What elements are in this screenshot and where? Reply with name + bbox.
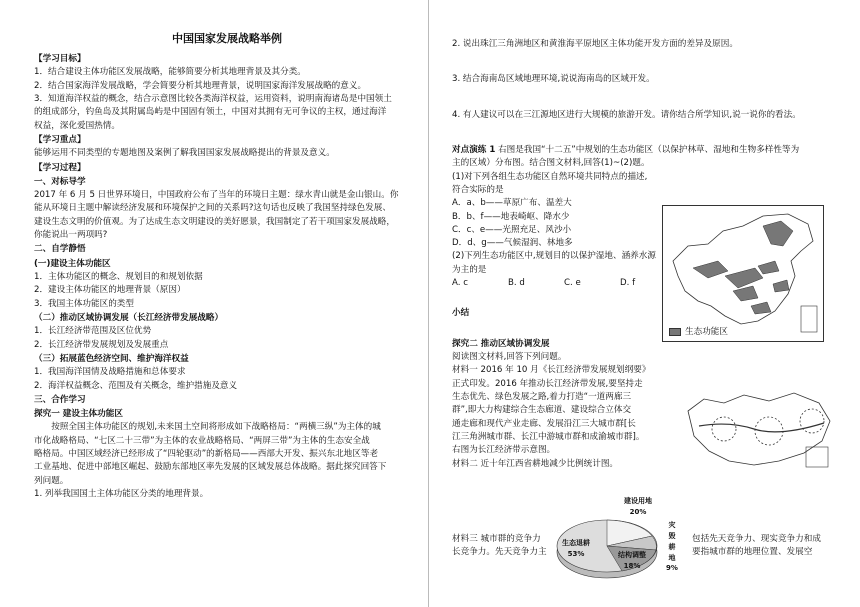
material-1-line: 江三角洲城市群、长江中游城市群和成渝城市群]。 [452,431,645,442]
material-1-line: 群”,即大力构建综合生态廊道、建设综合立体交 [452,405,632,416]
goal-line: 权益，深化爱国热情。 [34,120,120,131]
pie-label-structure: 结构调整 18% [618,551,646,570]
left-column [34,0,420,501]
yangtze-belt-map [684,381,834,473]
section-3-heading: 三、合作学习 [34,394,86,405]
question-2: 2. 说出珠江三角洲地区和黄淮海平原地区主体功能开发方面的差异及原因。 [452,39,738,49]
section-1-heading: 一、对标导学 [34,176,86,187]
right-column [452,38,832,573]
section-2a-item: 3．我国主体功能区的类型 [34,298,134,309]
eco-function-map [662,205,824,342]
inquiry-1-line: 略格局。中国区域经济已经形成了“四轮驱动”的新格局——西部大开发、振兴东北地区等老 [34,449,379,460]
drill-option: A．a、b——草原广布、温差大 [452,198,572,209]
map-legend: 生态功能区 [669,326,728,339]
goals-heading: 【学习目标】 [34,54,86,65]
drill-intro-2: 主的区域）分布图。结合图文材料,回答(1)~(2)题。 [452,158,650,169]
inquiry-1-line: 列问题。 [34,475,69,486]
pie-label-disaster: 灾毁耕地 9% [666,521,678,573]
column-divider [428,0,429,607]
pie-label-construction: 建设用地 20% [624,497,652,516]
drill-option: B．b、f——地表崎岖、降水少 [452,211,570,222]
goal-line: 1．结合建设主体功能区发展战略，能够简要分析其地理背景及其分类。 [34,67,306,78]
drill-heading: 对点演练 1 [452,144,496,155]
material-1-line: 通走廊和现代产业走廊、发展沿江三大城市群[长 [452,418,636,429]
question-3: 3. 结合海南岛区域地理环境,说说海南岛的区域开发。 [452,74,655,85]
yangtze-map-icon [684,381,834,473]
inquiry-1-line: 工业基地、促进中部地区崛起、鼓励东部地区率先发展的区域发展总体战略。据此探究回答下 [34,462,387,473]
drill-option: C．c、e——光照充足、风沙小 [452,224,572,235]
section-2b-item: 1．长江经济带范围及区位优势 [34,326,152,337]
section-2b-heading: （二）推动区域协调发展（长江经济带发展战略） [34,312,224,323]
section-1-line: 2017 年 6 月 5 日世界环境日，中国政府公布了当年的环境日主题：绿水青山就是金山银山。你 [34,190,399,201]
pie-label-ecology: 生态退耕 53% [562,539,590,558]
section-2c-heading: （三）拓展蓝色经济空间、维护海洋权益 [34,353,189,364]
material-2: 材料二 近十年江西省耕地减少比例统计图。 [452,458,619,469]
section-1-line: 你能说出一两项吗? [34,230,108,241]
goal-line: 3．知道海洋权益的概念，结合示意图比较各类海洋权益，运用资料，说明南海诸岛是中国领土 [34,93,392,104]
section-2-heading: 二、自学静悟 [34,244,86,255]
key-text: 能够运用不同类型的专题地图及案例了解我国国家发展战略提出的背景及意义。 [34,148,335,159]
drill-q1: 符合实际的是 [452,184,504,195]
drill-q2-options: A. c B. d C. e D. f [452,278,636,289]
key-heading: 【学习重点】 [34,134,86,145]
material-1-line: 右图为长江经济带示意图。 [452,445,556,456]
section-1-line: 建设生态文明的价值观。为了达成生态文明建设的美好愿景，我国制定了若干项国家发展战略， [34,216,395,227]
inquiry-2-intro: 阅读图文材料,回答下列问题。 [452,352,567,362]
section-2a-heading: (一)建设主体功能区 [34,258,111,269]
summary-heading: 小结 [452,308,470,319]
section-1-line: 能从环境日主题中解读经济发展和环境保护之间的关系吗?这句话也反映了我国坚持绿色发展、 [34,203,391,214]
inquiry-1-line: 市化战略格局、“七区二十三带”为主体的农业战略格局、“两屏三带”为主体的生态安全战 [34,435,370,446]
section-2a-item: 2．建设主体功能区的地理背景（原因） [34,285,186,296]
drill-q1: (1)对下列各组生态功能区自然环境共同特点的描述, [452,171,648,182]
question-1: 1. 列举我国国土主体功能区分类的地理背景。 [34,489,209,500]
page-title: 中国国家发展战略举例 [172,32,282,45]
goal-line: 2．结合国家海洋发展战略，学会简要分析其地理背景，说明国家海洋发展战略的意义。 [34,80,367,91]
china-map-icon [663,206,823,341]
drill-option: D．d、g——气候湿润、林地多 [452,238,573,249]
material-3: 材料三 城市群的竞争力 包括先天竞争力、现实竞争力和成 长竞争力。先天竞争力主 要指城市群的地理位置、发展空 [452,534,821,558]
drill-q2: (2)下列生态功能区中,规划目的以保护湿地、涵养水源 [452,251,656,262]
process-heading: 【学习过程】 [34,162,86,173]
drill-q2: 为主的是 [452,264,487,275]
inquiry-1-heading: 探究一 建设主体功能区 [34,409,123,420]
inquiry-2-heading: 探究二 推动区域协调发展 [452,338,550,349]
material-1-line: 正式印发。2016 年推动长江经济带发展,要坚持走 [452,378,643,389]
section-2c-item: 2．海洋权益概念、范围及有关概念，维护措施及意义 [34,380,238,391]
material-1-line: 生态优先、绿色发展之路,着力打造“一道两廊三 [452,391,632,402]
goal-line: 的组成部分，钓鱼岛及其附属岛屿是中国固有领土，中国对其拥有无可争议的主权，通过海洋 [34,107,387,118]
section-2c-item: 1．我国海洋国情及战略措施和总体要求 [34,367,186,378]
section-2b-item: 2．长江经济带发展规划及发展重点 [34,339,169,350]
drill-intro: 对点演练 1 右图是我国“十二五”中规划的生态功能区（以保护林草、湿地和生物多样性等为 [452,144,800,155]
section-2a-item: 1．主体功能区的概念、规划目的和规划依据 [34,272,203,283]
inquiry-1-line: 按照全国主体功能区的规划,未来国土空间将形成如下战略格局：“两横三纵”为主体的城 [51,422,381,433]
question-4: 4. 有人建议可以在三江源地区进行大规模的旅游开发。请你结合所学知识,说一说你的看法。 [452,109,801,120]
material-1-line: 材料一 2016 年 10 月《长江经济带发展规划纲要》 [452,365,651,376]
legend-swatch-icon [669,328,681,336]
